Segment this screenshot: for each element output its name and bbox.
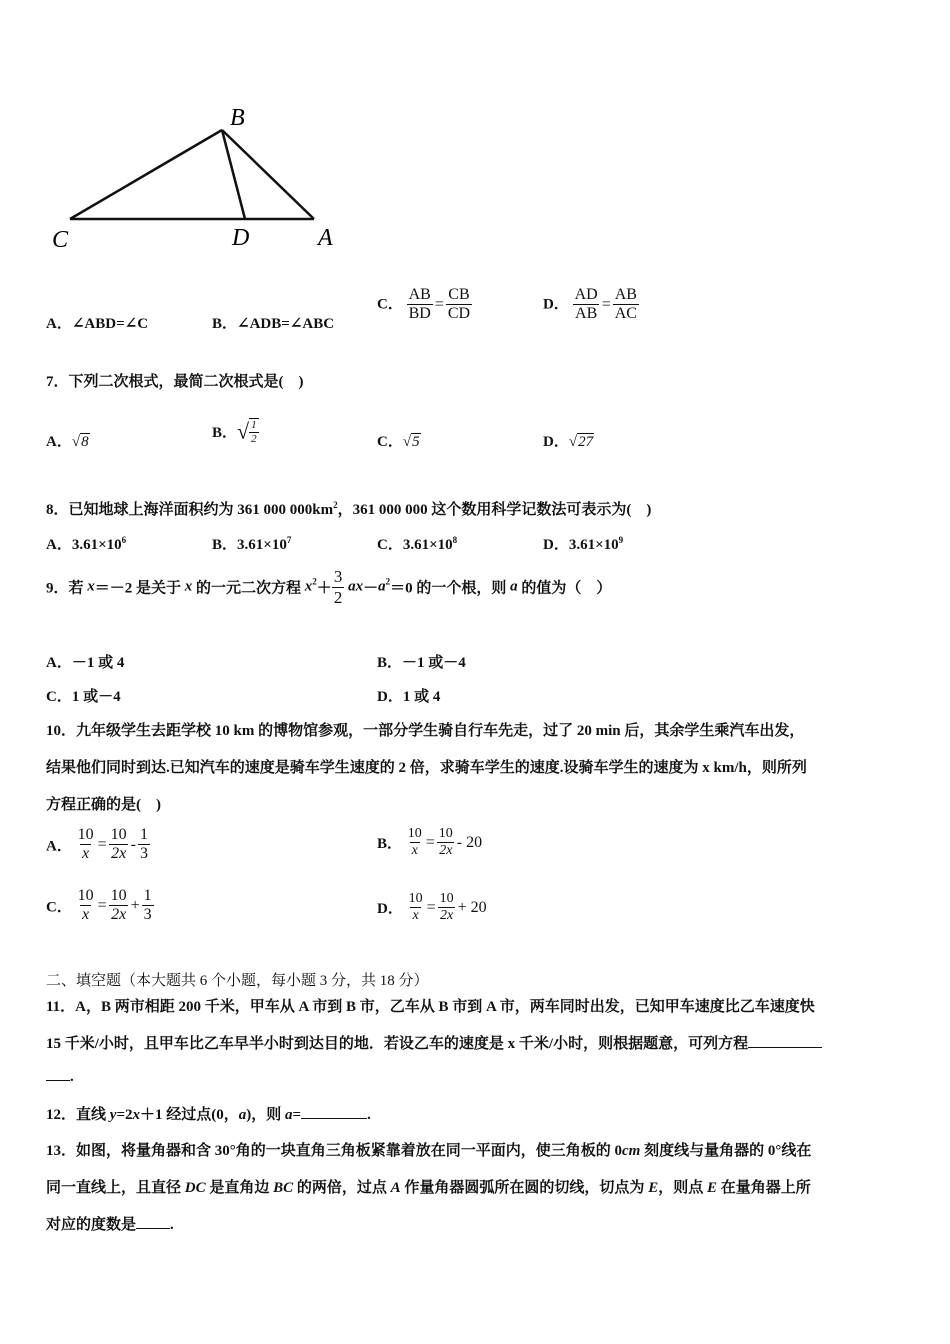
fraction: $\frac{10}{x}$ (77, 887, 94, 924)
q7-option-b[interactable] (212, 418, 259, 445)
answer-blank[interactable] (748, 1047, 822, 1048)
fraction: $\frac{1}{2}$ (251, 419, 257, 445)
label-a: A (318, 225, 333, 251)
sqrt: √5 (402, 434, 420, 450)
q9-stem: 9．若 x＝－2 是关于 x 的一元二次方程 $x^2+$ $\frac{3}{2}$ $ax-a^2=0$ 的一个根，则 a 的值为（ ） (46, 567, 612, 607)
option-letter: A． (46, 537, 72, 553)
q6-option-a[interactable] (46, 312, 148, 333)
option-letter: D． (543, 537, 569, 553)
answer-blank[interactable] (301, 1118, 367, 1119)
answer-blank-continued[interactable] (46, 1080, 70, 1081)
fraction: $\frac{AD}{AB}$ (574, 286, 598, 323)
q10-stem-line2: 结果他们同时到达.已知汽车的速度是骑车学生速度的 2 倍，求骑车学生的速度.设骑车学生的速度为 x km/h，则所列 (46, 760, 807, 776)
sqrt: √27 (568, 434, 594, 450)
q10-stem-line1: 10．九年级学生去距学校 10 km 的博物馆参观，一部分学生骑自行车先走，过了 20 min 后，其余学生乘汽车出发， (46, 723, 805, 739)
q11-stem-line1: 11．A，B 两市相距 200 千米，甲车从 A 市到 B 市，乙车从 B 市到 A 市，两车同时出发，已知甲车速度比乙车速度快 (46, 999, 815, 1015)
fraction: $\frac{AB}{BD}$ (408, 286, 431, 323)
segment-cb (70, 130, 222, 219)
q8-option-c[interactable]: C．$3.61\times 10^8$ (377, 535, 458, 553)
q9-option-c[interactable]: C．1 或－4 (46, 689, 121, 705)
option-letter: C． (377, 296, 403, 313)
option-letter: D． (377, 901, 403, 918)
q10-option-c[interactable]: C． $\frac{10}{x}$ = $\frac{10}{2x}$ + $\frac{1}{3}$ (46, 887, 152, 924)
q13-stem-line2: 同一直线上，且直径 DC 是直角边 BC 的两倍，过点 A 作量角器圆弧所在圆的切线，切点为 E，则点 E 在量角器上所 (46, 1180, 811, 1196)
fraction: $\frac{10}{x}$ (407, 826, 422, 859)
q9-option-a[interactable]: A．－1 或 4 (46, 655, 125, 671)
equals: = (434, 295, 444, 313)
fraction: $\frac{10}{2x}$ (110, 887, 127, 924)
q10-stem-line3: 方程正确的是( ) (46, 797, 161, 813)
fraction: $\frac{10}{2x}$ (439, 891, 454, 924)
option-letter: A． (46, 316, 72, 332)
option-text: ∠ABD=∠C (71, 316, 149, 332)
fraction: $\frac{AB}{AC}$ (614, 286, 637, 323)
equals: = (601, 295, 611, 313)
label-d: D (232, 225, 250, 251)
option-letter: B． (212, 537, 238, 553)
sqrt: √ (237, 418, 250, 444)
label-c: C (52, 227, 69, 253)
q8-option-b[interactable]: B．$3.61\times 10^7$ (212, 535, 292, 553)
q6-option-c[interactable] (377, 286, 472, 324)
option-letter: B． (377, 836, 403, 853)
q11-stem-line3: . (46, 1069, 74, 1086)
q8-stem: 8．已知地球上海洋面积约为 361 000 $000km^2$，361 000 000 这个数用科学记数法可表示为( ) (46, 500, 652, 518)
option-text: ∠ADB=∠ABC (237, 316, 335, 332)
option-letter: D． (543, 296, 569, 313)
label-b: B (230, 105, 245, 131)
q8-option-a[interactable]: A．$3.61\times 10^6$ (46, 535, 127, 553)
option-letter: C． (46, 899, 72, 916)
option-letter: D． (543, 434, 569, 450)
fraction: $\frac{10}{x}$ (408, 891, 423, 924)
q13-stem-line3: 对应的度数是 . (46, 1217, 174, 1233)
fraction: $\frac{10}{2x}$ (110, 826, 127, 863)
section2-title: 二、填空题（本大题共 6 个小题，每小题 3 分，共 18 分） (46, 973, 429, 989)
sqrt: √8 (71, 434, 89, 450)
q9-option-b[interactable]: B．－1 或－4 (377, 655, 466, 671)
option-letter: C． (377, 537, 403, 553)
q7-option-c[interactable] (377, 430, 421, 451)
q7-option-a[interactable] (46, 430, 90, 451)
triangle-figure (40, 95, 360, 255)
q11-stem-line2: 15 千米/小时，且甲车比乙车早半小时到达目的地．若设乙车的速度是 x 千米/小时，则根据题意，可列方程 (46, 1032, 822, 1053)
segment-bd (222, 130, 245, 219)
fraction: $\frac{3}{2}$ (333, 567, 343, 607)
q12-stem: 12．直线 y=2x＋1 经过点(0，a)，则 a= . (46, 1107, 371, 1123)
answer-blank[interactable] (136, 1228, 170, 1229)
option-letter: C． (377, 434, 403, 450)
fraction: $\frac{10}{x}$ (77, 826, 94, 863)
option-letter: B． (212, 425, 238, 442)
fraction: $\frac{10}{2x}$ (438, 826, 453, 859)
q6-option-b[interactable] (212, 312, 334, 333)
q7-option-d[interactable] (543, 430, 594, 451)
segment-ba (222, 130, 314, 219)
option-letter: A． (46, 434, 72, 450)
q8-option-d[interactable]: D．$3.61\times 10^9$ (543, 535, 624, 553)
q6-option-d[interactable] (543, 286, 639, 324)
q10-option-b[interactable]: B． $\frac{10}{x}$ = $\frac{10}{2x}$ - 20 (377, 826, 483, 859)
q13-stem-line1: 13．如图，将量角器和含 30°角的一块直角三角板紧靠着放在同一平面内，使三角板的 0cm 刻度线与量角器的 0°线在 (46, 1143, 812, 1159)
q10-option-d[interactable]: D． $\frac{10}{x}$ = $\frac{10}{2x}$ + 20 (377, 891, 487, 924)
fraction: $\frac{CB}{CD}$ (447, 286, 471, 323)
q7-stem: 7．下列二次根式，最简二次根式是( ) (46, 374, 304, 390)
fraction: $\frac{1}{3}$ (139, 826, 148, 863)
option-letter: A． (46, 838, 72, 855)
q9-option-d[interactable]: D．1 或 4 (377, 689, 441, 705)
fraction: $\frac{1}{3}$ (143, 887, 152, 924)
option-letter: B． (212, 316, 238, 332)
q10-option-a[interactable]: A． $\frac{10}{x}$ = $\frac{10}{2x}$ - $\frac{1}{3}$ (46, 826, 148, 863)
